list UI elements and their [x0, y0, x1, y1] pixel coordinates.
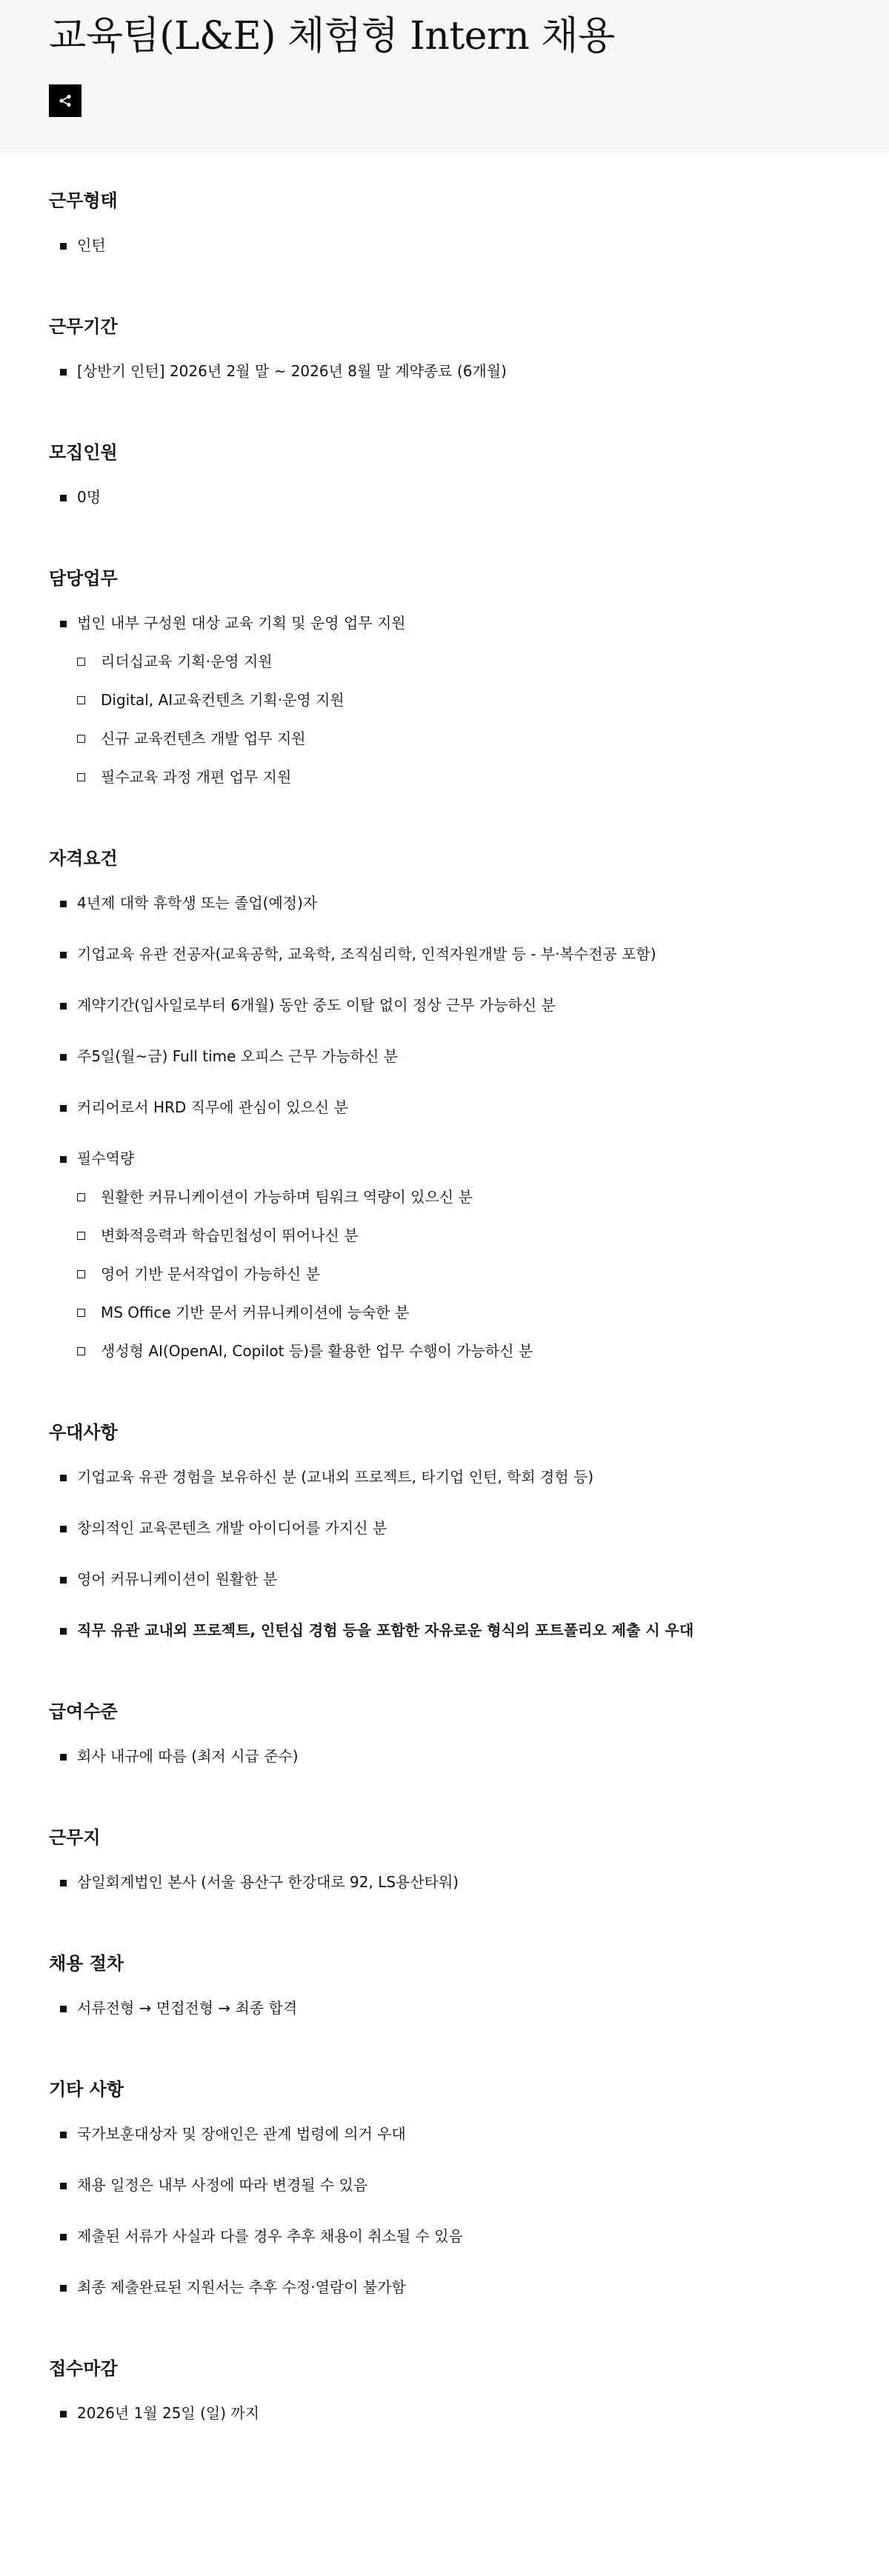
sub-list-item: 리더십교육 기획·운영 지원	[77, 650, 840, 673]
list-item-text: 법인 내부 구성원 대상 교육 기획 및 운영 업무 지원	[77, 614, 406, 632]
section-hiring-process	[49, 1952, 840, 2019]
list-item: 4년제 대학 휴학생 또는 졸업(예정)자	[49, 892, 840, 914]
list-item: 최종 제출완료된 지원서는 추후 수정·열람이 불가함	[49, 2276, 840, 2298]
item-list	[49, 2123, 840, 2298]
list-item: 서류전형 → 면접전형 → 최종 합격	[49, 1997, 840, 2019]
page-title: 교육팀(L&E) 체험형 Intern 채용	[49, 14, 615, 59]
list-item-emphasis: 직무 유관 교내외 프로젝트, 인턴십 경험 등을 포함한 자유로운 형식의 포트폴리오 제출 시 우대	[49, 1619, 840, 1641]
list-item: 영어 커뮤니케이션이 원활한 분	[49, 1568, 840, 1590]
section-heading: 급여수준	[49, 1701, 118, 1722]
section-heading: 근무기간	[49, 316, 118, 337]
list-item: 회사 내규에 따름 (최저 시급 준수)	[49, 1745, 840, 1767]
list-item: 2026년 1월 25일 (일) 까지	[49, 2402, 840, 2424]
sub-item-list	[77, 650, 840, 788]
section-heading: 담당업무	[49, 568, 118, 589]
item-list	[49, 234, 840, 256]
page-header	[0, 0, 889, 153]
item-list	[49, 1997, 840, 2019]
list-item: 주5일(월~금) Full time 오피스 근무 가능하신 분	[49, 1045, 840, 1067]
sub-list-item: Digital, AI교육컨텐츠 기획·운영 지원	[77, 689, 840, 711]
share-button[interactable]	[49, 84, 81, 117]
section-heading: 자격요건	[49, 848, 118, 869]
list-item: 커리어로서 HRD 직무에 관심이 있으신 분	[49, 1096, 840, 1118]
list-item: 인턴	[49, 234, 840, 256]
item-list	[49, 1466, 840, 1641]
section-employment-type	[49, 190, 840, 256]
list-item: 계약기간(입사일로부터 6개월) 동안 중도 이탈 없이 정상 근무 가능하신 분	[49, 994, 840, 1016]
sub-list-item: 생성형 AI(OpenAI, Copilot 등)를 활용한 업무 수행이 가능하신 분	[77, 1340, 840, 1362]
item-list	[49, 486, 840, 508]
list-item: 채용 일정은 내부 사정에 따라 변경될 수 있음	[49, 2174, 840, 2196]
item-list	[49, 892, 840, 1362]
item-list	[49, 360, 840, 382]
list-item	[49, 1147, 840, 1362]
sub-list-item: 변화적응력과 학습민첩성이 뛰어나신 분	[77, 1224, 840, 1247]
sub-item-list	[77, 1186, 840, 1362]
sub-list-item: 원활한 커뮤니케이션이 가능하며 팀워크 역량이 있으신 분	[77, 1186, 840, 1208]
section-heading: 근무지	[49, 1827, 101, 1848]
list-item: 국가보훈대상자 및 장애인은 관계 법령에 의거 우대	[49, 2123, 840, 2145]
sub-list-item: 필수교육 과정 개편 업무 지원	[77, 766, 840, 788]
item-list	[49, 1871, 840, 1893]
list-item: 삼일회계법인 본사 (서울 용산구 한강대로 92, LS용산타워)	[49, 1871, 840, 1893]
list-item: 창의적인 교육콘텐츠 개발 아이디어를 가지신 분	[49, 1517, 840, 1539]
section-heading: 접수마감	[49, 2358, 118, 2379]
section-heading: 우대사항	[49, 1422, 118, 1443]
section-location	[49, 1826, 840, 1893]
share-icon	[58, 93, 73, 108]
section-salary	[49, 1701, 840, 1767]
list-item: 제출된 서류가 사실과 다를 경우 추후 채용이 취소될 수 있음	[49, 2225, 840, 2247]
sub-list-item: MS Office 기반 문서 커뮤니케이션에 능숙한 분	[77, 1301, 840, 1324]
section-requirements	[49, 847, 840, 1362]
section-duties	[49, 567, 840, 788]
list-item	[49, 612, 840, 788]
section-etc	[49, 2078, 840, 2298]
section-work-period	[49, 316, 840, 382]
section-heading: 기타 사항	[49, 2079, 124, 2100]
list-item: 기업교육 유관 전공자(교육공학, 교육학, 조직심리학, 인적자원개발 등 - 부·복수전공 포함)	[49, 943, 840, 965]
sub-list-item: 신규 교육컨텐츠 개발 업무 지원	[77, 727, 840, 750]
sub-list-item: 영어 기반 문서작업이 가능하신 분	[77, 1263, 840, 1285]
item-list	[49, 1745, 840, 1767]
job-posting-content	[0, 153, 889, 2424]
list-item: 기업교육 유관 경험을 보유하신 분 (교내외 프로젝트, 타기업 인턴, 학회 경험 등)	[49, 1466, 840, 1488]
section-deadline	[49, 2358, 840, 2424]
item-list	[49, 2402, 840, 2424]
section-heading: 근무형태	[49, 190, 118, 211]
list-item: 0명	[49, 486, 840, 508]
list-item-text: 필수역량	[77, 1149, 135, 1167]
item-list	[49, 612, 840, 788]
section-heading: 채용 절차	[49, 1953, 124, 1974]
list-item: [상반기 인턴] 2026년 2월 말 ~ 2026년 8월 말 계약종료 (6개월)	[49, 360, 840, 382]
section-preferred	[49, 1421, 840, 1641]
section-heading: 모집인원	[49, 442, 118, 463]
section-headcount	[49, 441, 840, 508]
